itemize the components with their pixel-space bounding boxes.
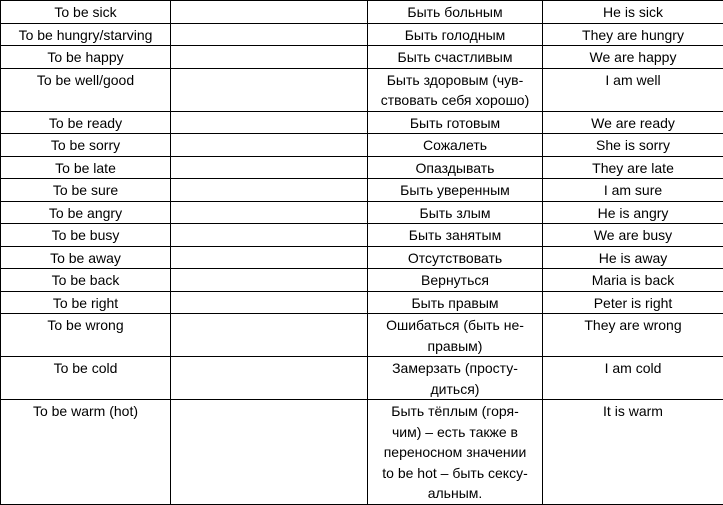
english-phrase-cell: To be cold: [1, 357, 171, 400]
russian-translation-cell: Быть больным: [368, 1, 543, 24]
english-phrase-cell: To be wrong: [1, 314, 171, 357]
empty-cell: [171, 246, 368, 269]
example-cell: They are wrong: [543, 314, 723, 357]
example-cell: I am well: [543, 68, 723, 111]
english-phrase-cell: To be sure: [1, 179, 171, 202]
english-phrase-cell: To be ready: [1, 111, 171, 134]
russian-translation-cell: Быть занятым: [368, 224, 543, 247]
example-cell: They are hungry: [543, 23, 723, 46]
table-row: [1, 201, 723, 224]
table-row: [1, 23, 723, 46]
example-cell: I am sure: [543, 179, 723, 202]
empty-cell: [171, 201, 368, 224]
russian-translation-cell: Быть уверенным: [368, 179, 543, 202]
example-cell: Maria is back: [543, 269, 723, 292]
empty-cell: [171, 68, 368, 111]
example-cell: He is sick: [543, 1, 723, 24]
empty-cell: [171, 400, 368, 505]
example-cell: I am cold: [543, 357, 723, 400]
empty-cell: [171, 156, 368, 179]
example-cell: He is angry: [543, 201, 723, 224]
russian-translation-cell: Быть готовым: [368, 111, 543, 134]
russian-translation-cell: Ошибаться (быть не- правым): [368, 314, 543, 357]
example-cell: We are busy: [543, 224, 723, 247]
russian-translation-cell: Быть тёплым (горя- чим) – есть также в переносном значении to be hot – быть сексу- альным.: [368, 400, 543, 505]
table-row: [1, 179, 723, 202]
empty-cell: [171, 134, 368, 157]
english-phrase-cell: To be late: [1, 156, 171, 179]
table-row: [1, 400, 723, 505]
russian-translation-cell: Быть счастливым: [368, 46, 543, 69]
example-cell: We are happy: [543, 46, 723, 69]
table-row: [1, 1, 723, 24]
table-row: [1, 291, 723, 314]
russian-translation-cell: Вернуться: [368, 269, 543, 292]
english-phrase-cell: To be away: [1, 246, 171, 269]
russian-translation-cell: Замерзать (просту- диться): [368, 357, 543, 400]
table-row: [1, 224, 723, 247]
example-cell: We are ready: [543, 111, 723, 134]
table-row: [1, 68, 723, 111]
russian-translation-cell: Отсутствовать: [368, 246, 543, 269]
example-cell: She is sorry: [543, 134, 723, 157]
russian-translation-cell: Быть здоровым (чув- ствовать себя хорошо): [368, 68, 543, 111]
english-phrase-cell: To be sick: [1, 1, 171, 24]
english-phrase-cell: To be angry: [1, 201, 171, 224]
english-phrase-cell: To be right: [1, 291, 171, 314]
example-cell: Peter is right: [543, 291, 723, 314]
table-row: [1, 111, 723, 134]
english-phrase-cell: To be well/good: [1, 68, 171, 111]
empty-cell: [171, 291, 368, 314]
english-phrase-cell: To be happy: [1, 46, 171, 69]
example-cell: They are late: [543, 156, 723, 179]
table-row: [1, 246, 723, 269]
empty-cell: [171, 269, 368, 292]
english-phrase-cell: To be warm (hot): [1, 400, 171, 505]
russian-translation-cell: Быть голодным: [368, 23, 543, 46]
english-phrase-cell: To be hungry/starving: [1, 23, 171, 46]
russian-translation-cell: Сожалеть: [368, 134, 543, 157]
table-row: [1, 46, 723, 69]
english-phrase-cell: To be busy: [1, 224, 171, 247]
empty-cell: [171, 1, 368, 24]
empty-cell: [171, 111, 368, 134]
table-row: [1, 134, 723, 157]
russian-translation-cell: Быть злым: [368, 201, 543, 224]
english-phrase-cell: To be sorry: [1, 134, 171, 157]
empty-cell: [171, 179, 368, 202]
example-cell: He is away: [543, 246, 723, 269]
empty-cell: [171, 314, 368, 357]
english-phrase-cell: To be back: [1, 269, 171, 292]
empty-cell: [171, 357, 368, 400]
russian-translation-cell: Опаздывать: [368, 156, 543, 179]
empty-cell: [171, 224, 368, 247]
example-cell: It is warm: [543, 400, 723, 505]
table-row: [1, 156, 723, 179]
table-row: [1, 269, 723, 292]
empty-cell: [171, 23, 368, 46]
empty-cell: [171, 46, 368, 69]
table-row: [1, 357, 723, 400]
table-row: [1, 314, 723, 357]
russian-translation-cell: Быть правым: [368, 291, 543, 314]
